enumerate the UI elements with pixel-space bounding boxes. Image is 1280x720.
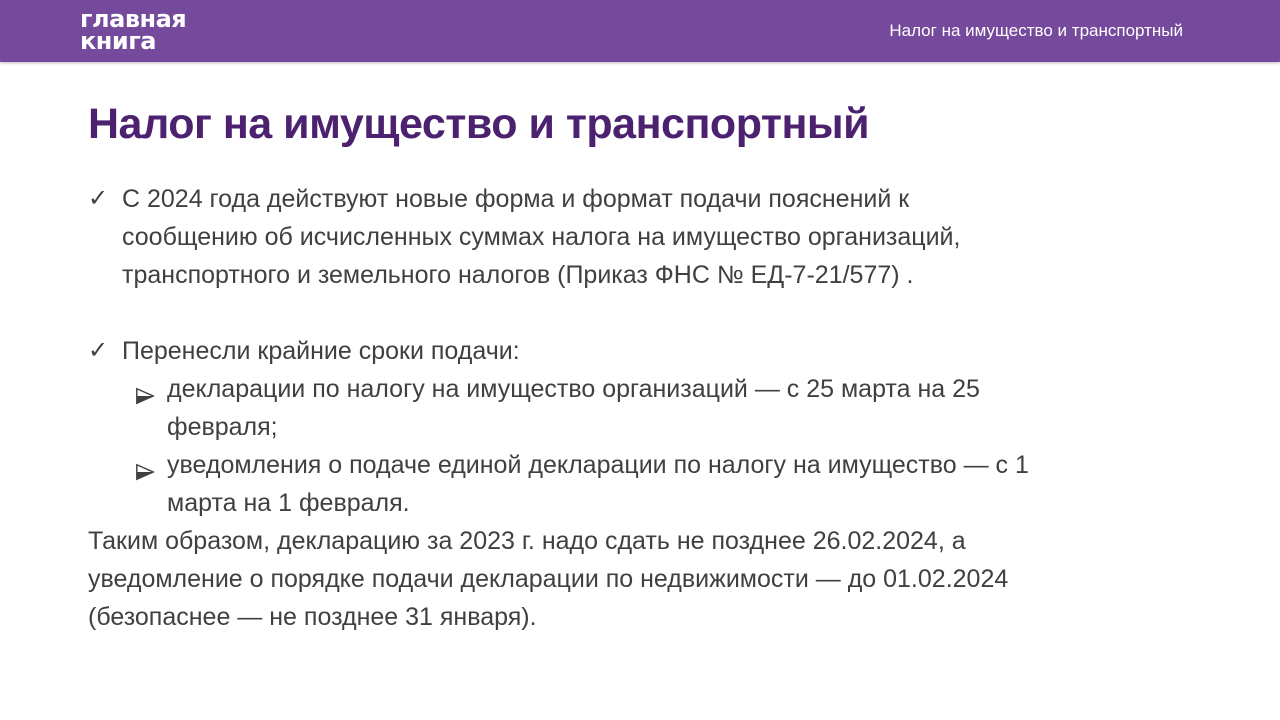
summary-paragraph [88,522,1192,636]
logo-line-2: книга [80,27,156,55]
sub-bullet-declaration [135,370,1192,446]
check-bullet-icon: ✓ [88,185,109,212]
page-title: Налог на имущество и транспортный [88,100,870,148]
arrow-bullet-icon [135,370,167,417]
slide-content [88,180,1192,636]
text-line: марта на 1 февраля. [167,489,410,517]
header-running-title: Налог на имущество и транспортный [889,21,1183,40]
text-line: Таким образом, декларацию за 2023 г. надо сдать не позднее 26.02.2024, а [88,527,966,555]
sub-bullet-notification-text [167,446,1192,522]
logo-line-1: главная [80,5,187,33]
text-line: уведомления о подаче единой декларации по налогу на имущество — с 1 [167,451,1029,479]
slide-body [0,62,1280,636]
text-line: декларации по налогу на имущество организаций — с 25 марта на 25 [167,375,980,403]
text-line: февраля; [167,413,278,441]
text-line: (безопаснее — не позднее 31 января). [88,603,537,631]
text-line: сообщению об исчисленных суммах налога на имущество организаций, [122,223,961,251]
glavnaya-kniga-logo [80,5,187,55]
text-line: транспортного и земельного налогов (Приказ ФНС № ЕД-7-21/577) . [122,261,914,289]
text-line: Перенесли крайние сроки подачи: [122,337,520,365]
header-bar [0,0,1280,62]
bullet-deadlines [88,332,1192,370]
arrow-bullet-icon [135,446,167,493]
sub-bullet-declaration-text [167,370,1192,446]
sub-bullet-notification [135,446,1192,522]
check-bullet-icon: ✓ [88,337,109,364]
bullet-new-forms [88,180,1192,294]
bullet-deadlines-text [122,332,1192,370]
text-line: С 2024 года действуют новые форма и формат подачи пояснений к [122,185,910,213]
bullet-new-forms-text [122,180,1192,294]
text-line: уведомление о порядке подачи декларации по недвижимости — до 01.02.2024 [88,565,1009,593]
